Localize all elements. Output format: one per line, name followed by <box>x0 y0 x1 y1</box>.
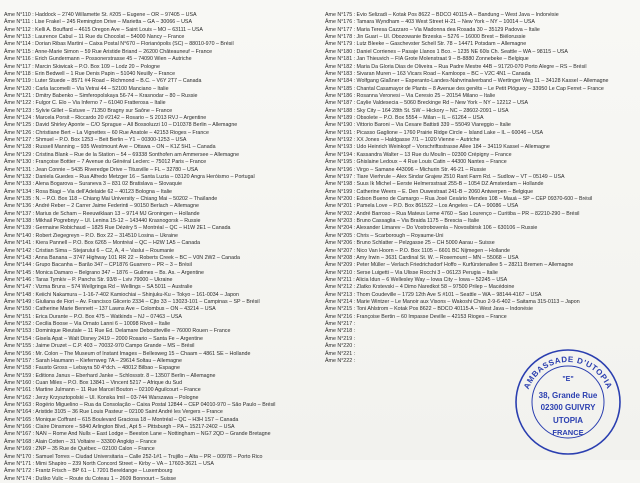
entry-line: Âme N°175 : Evio Selizadi – Kotak Pos 8622 – BDCO 40115-A – Bandung – West Java – Indonésie <box>325 12 559 18</box>
entry-line: Âme N°145 : Monica Damaro – Belgrano 347 – 1876 – Guilmes – Bs. As. – Argentine <box>4 269 204 276</box>
entry-line: Âme N°132 : Daniela Guedes – Rua Alfredo Metzger 16 – Santa Luzia – 03120 Angra Heróismo – Portugal <box>4 173 255 180</box>
entry-line: Âme N°209 : Peter Müller – Verlach Friedrichsdorf Hoffo – Kurfürstenallee 5 – 28211 Bremen – Allemagne <box>325 262 574 269</box>
entry-line: Âme N°221 : <box>325 350 356 357</box>
entry-line: Âme N°217 : <box>325 321 356 328</box>
entry-line: Âme N°159 : Editions Janus – Eberhard Janke – Schlossstr. 8 – 13507 Berlin – Allemagne <box>4 372 216 379</box>
entry-line: Âme N°126 : Christiane Bert – La Vignettes – 60 Rue Anatole – 42153 Rioges – France <box>4 129 209 136</box>
entry-line: Âme N°185 : Chantal Casamayor de Plants – 8 Avenue des genêts – Le Petit Plöguey – 33950 Le Cap Ferret – France <box>325 85 604 92</box>
entry-line: Âme N°167 : NAN – Rome And Nulls – East Lodge – Beeston Lane – Nottingham – NG7 2QD – Grande Bretagne <box>4 431 271 438</box>
entry-line: Âme N°160 : Cuan Miles – P.O. Box 13841 – Vincent 5217 – Afrique du Sud <box>4 379 183 386</box>
entry-line: Âme N°143 : Anna Banana – 3747 Highway 101 RR 22 – Roberts Creek – BC – V0N 2W2 – Canada <box>4 254 240 261</box>
entry-line: Âme N°181 : Jan Thieuvich – FIA Grote Molenstraat 9 – B-8880 Zonnebeke – Belgique <box>325 56 529 63</box>
entry-line: Âme N°184 : Wolfgang Glaßner – Esperanto-Landes-Nahvrinalverband – Wertinger Weg 11 – 34128 Kassel – Allemagne <box>325 78 609 85</box>
entry-line: Âme N°214 : Marie Wintzer – Le Manoir aux Visons – Wakoshi Chuo 2-9-6-402 – Saitama 315-0113 – Japon <box>325 299 580 306</box>
entry-line: Âme N°166 : Claire Dinsmore – 5840 Arlington Blvd., Apt 5 – Pittsburgh – PA – 15217-2402 – USA <box>4 424 235 431</box>
left-column <box>4 12 319 483</box>
entry-line: Âme N°133 : Alena Bogarova – Suraneva 3 – 831 02 Bratislava – Slovaquie <box>4 181 182 188</box>
entry-line: Âme N°153 : Dominique Rieutale – 11 Rue Ed. Delamare Deboutteville – 76000 Rouen – France <box>4 328 231 335</box>
entry-line: Âme N°162 : Jerzy Krzysztopolski – Ul. Konska Imil – 03-744 Warszawa – Pologne <box>4 394 199 401</box>
entry-line: Âme N°128 : Russell Manning – 935 Westmount Ave – Ottawa – ON – K1Z 5H1 – Canada <box>4 144 216 151</box>
entry-line: Âme N°189 : Obsolete – P.O. Box 5554 – Milan – IL – 61264 – USA <box>325 115 484 122</box>
entry-line: Âme N°192 : XX Jones – Haldgasse 7/1 – 1020 Vienne – Autriche <box>325 137 480 144</box>
entry-line: Âme N°146 : Taras Tymkiv – P. Panchs Str. 93/8 – Lviv 79000 – Ukraine <box>4 276 173 283</box>
entry-line: Âme N°219 : <box>325 335 356 342</box>
entry-line: Âme N°154 : Gisela Apat – Walt Disney 2419 – 2000 Rosario – Santa Fe – Argentine <box>4 335 203 342</box>
entry-line: Âme N°222 : <box>325 357 356 364</box>
entry-line: Âme N°157 : Sarah Haumann – Kiefernweg 7A – 29614 Soltau – Allemagne <box>4 357 182 364</box>
entry-line: Âme N°121 : Dmitry Babenko – Simferopolskaya 56-74 – Krasnodar – 80 – Russie <box>4 92 198 99</box>
entry-line: Âme N°172 : Frantz Frisch – BP 61 – L 7201 Bereldange – Luxembourg <box>4 468 173 475</box>
entry-line: Âme N°179 : Lutz Bleeke – Gaschevster Schell Str. 78 – 14471 Potsdam – Allemagne <box>325 41 527 48</box>
entry-line: Âme N°120 : Carla Iacomelli – Via Vetrai 44 – 52100 Manciano – Italie <box>4 85 169 92</box>
entry-line: Âme N°140 : Robert Ziegegreyn – P.O. Box 22 – 314510 Losina – Ukraine <box>4 232 178 239</box>
entry-line: Âme N°137 : Marius de Scham – Reeuwiklaan 13 – 9714 MJ Groningen – Hollande <box>4 210 200 217</box>
entry-line: Âme N°177 : Maria Teresa Cazzaro – Via Madonna dea Rosada 30 – 35129 Padova – Italie <box>325 26 540 33</box>
entry-line: Âme N°208 : Amy Irwin – 3631 Cardinal St. W. – Rosemount – MN – 55068 – USA <box>325 254 519 261</box>
entry-line: Âme N°112 : Kelli A. Bouffard – 4615 Oregon Ave – Saint Louis – MO – 63111 – USA <box>4 26 203 33</box>
entry-line: Âme N°161 : Martine Julmann – 11 Rue Marcel Bouton – 02100 Aguilcourt – France <box>4 387 201 394</box>
entry-line: Âme N°118 : Erin Bedwell – 1 Rue Denis Papin – 51040 Neuilly – France <box>4 70 176 77</box>
entry-line: Âme N°170 : Samuel Torres – Ciudad Universitaria – Calle 252-1#1 – Trujillo – Alta – PR – 00978 – Porto Rico <box>4 453 263 460</box>
entry-line: Âme N°174 : Duško Vulic – Route du Coteau 1 – 2609 Bonnourt – Suisse <box>4 475 177 482</box>
entry-line: Âme N°110 : Haddock – 2740 Willamette St. #205 – Eugene – OR – 97405 – USA <box>4 12 197 18</box>
entry-line: Âme N°198 : Suus Ik Michel – Eerste Helmersstraat 255-B – 1054 DZ Amsterdam – Hollande <box>325 181 544 188</box>
entry-line: Âme N°211 : Alicia Idun – 6 Wellesley Way – Iowa City – Iowa – 52245 – USA <box>325 276 508 283</box>
entry-line: Âme N°220 : <box>325 343 356 350</box>
entry-line: Âme N°183 : Sivaran Muren – 163 Vicars Road – Kamloops – BC – V2C 4N1 – Canada <box>325 70 531 77</box>
entry-line: Âme N°141 : Kiera Pannell – P.O. Box 6265 – Montréal – QC – H2W 1A5 – Canada <box>4 240 201 247</box>
entry-line: Âme N°156 : Mr. Colon – The Museum of Instant Images – Bellesweg 15 – Chaam – 4861 SE – Hollande <box>4 350 251 357</box>
entry-line: Âme N°188 : Sky City – 164 28th St. SW – Hickory – NC – 28602-2091 – USA <box>325 107 509 114</box>
entry-line: Âme N°204 : Alexander Limarev – Do Vostrobovenla – Novosibirsk 106 – 630106 – Russie <box>325 225 538 232</box>
entry-line: Âme N°182 : Maria Da Gloria Dias de Oliveira – Rua Padre Mestre 44B – 91720-070 Porto Alegre – RS – Brésil <box>325 63 587 70</box>
entry-line: Âme N°115 : Anne-Marie Simon – 59 Rue Aristide Briand – 26200 Châteauneuf – France <box>4 48 213 55</box>
entry-line: Âme N°215 : Toni Ahlstrom – Kotak Pos 8622 – BDCO 40115-A – West Java – Indonésie <box>325 306 533 313</box>
entry-line: Âme N°200 : Edson Bueno de Camargo – Rua José Cesário Mendes 108 – Mauá – SP – CEP 09370-600 – Brésil <box>325 195 593 202</box>
entry-line: Âme N°212 : Zlatko Krstevski – 4 Dimo Naredkot 58 – 97500 Prilep – Macédoine <box>325 284 515 291</box>
entry-line: Âme N°134 : Rosa Biagi – Via dell'Adelaide 62 – 40123 Bologna – Italie <box>4 188 172 195</box>
entry-line: Âme N°124 : Marcela Porsit – Riccardo 20 #2142 – Rosario – S 2013 RVJ – Argentine <box>4 115 207 122</box>
stamp-arc-text: AMBASSADE D'UTOPIA <box>522 354 614 391</box>
entry-line: Âme N°205 : Chris – Scarborough – Royaume-Uni <box>325 232 444 239</box>
entry-line: Âme N°147 : Vizma Bruns – 574 Wellgringa Rd – Wellings – SA 5011 – Australie <box>4 284 193 291</box>
entry-line: Âme N°131 : Jean Connie – 5435 Riveredge Drive – Titusville – FL – 32780 – USA <box>4 166 198 173</box>
entry-line: Âme N°150 : Catherine Marie Bennett – 137 Lawns Ave – Colombus – ON – 43214 – USA <box>4 306 216 313</box>
entry-line: Âme N°171 : Mimi Shapiro – 239 North Concord Street – Kirby – VA – 17603-3621 – USA <box>4 460 214 467</box>
entry-line: Âme N°155 : Jaime Druzet – C.P. 403 – 70032-970 Campo Grande – MS – Brésil <box>4 343 195 350</box>
entry-line: Âme N°164 : Aristide 3105 – 36 Rue Louis Pasteur – 02100 Saint André les Vergers – France <box>4 409 223 416</box>
entry-line: Âme N°158 : Fausto Gross – Lebayra 50 4°dch. – 48012 Bilbao – Espagne <box>4 365 180 372</box>
entry-line: Âme N°206 : Bruno Schlatter – Pelzgasse 25 – CH 5000 Aarau – Suisse <box>325 240 495 247</box>
entry-line: Âme N°123 : Sylvie Gillet – Estuve – 71350 Bragny sur Saône – France <box>4 107 173 114</box>
entry-line: Âme N°218 : <box>325 328 356 335</box>
entry-line: Âme N°178 : Jin Guari – Ul. Obozowanie Brzeska – 5276 – 16000 Brest – Biélorussie <box>325 34 526 41</box>
entry-line: Âme N°142 : Cristian Sima – Stejarului 6 – C2, A, 4 – Vaslui – Roumanie <box>4 247 175 254</box>
ambassade-stamp <box>514 348 622 456</box>
entry-line: Âme N°127 : Shmuel – P.O. Box 1253 – Beit Berlin – Y1 – 00300-1253 – USA <box>4 137 187 144</box>
entry-line: Âme N°190 : Vittorio Baroni – Via Cesare Battisti 339 – 55049 Viareggio – Italie <box>325 122 511 129</box>
entry-line: Âme N°187 : Caylie Valdesecia – 5060 Breckinge Rd – New York – NY – 12212 – USA <box>325 100 529 107</box>
right-column <box>325 12 637 365</box>
entry-line: Âme N°113 : Laurence Cabul – 11 Rue du Chocolat – 54000 Nancy – France <box>4 34 185 41</box>
entry-line: Âme N°144 : Grupo Bacanha – Barão 347 – CP1876 Guarrero – PR – 3 – Brésil <box>4 262 192 269</box>
entry-line: Âme N°176 : Tamara Wyndham – 403 West Street H-21 – New York – NY – 10014 – USA <box>325 19 535 26</box>
entry-line: Âme N°111 : Lise Frakel – 245 Remington Drive – Marietta – GA – 30066 – USA <box>4 19 192 26</box>
entry-line: Âme N°122 : Fulgor C. Elo – Via Inferno 7 – 61040 Fratterosa – Italie <box>4 100 166 107</box>
entry-line: Âme N°163 : Rogério Miguelino – Rua da Consolação – Caixa Postal 12844 – CEP 04010-970 – São Paulo – Brésil <box>4 402 276 409</box>
entry-line: Âme N°168 : Alain Cotten – 31 Voltaire – 33300 Angkiip – France <box>4 438 157 445</box>
entry-line: Âme N°165 : Monique Coffrant – 615 Boulevard Graciosa 18 – Montréal – QC – H3H 1S7 – Canada <box>4 416 239 423</box>
entry-line: Âme N°194 : Kassandra Walter – 13 Rue du Moulin – 02300 Crépigny – France <box>325 151 512 158</box>
entry-line: Âme N°151 : Erica Durante – P.O. Box 475 – Watkinds – NJ – 07463 – USA <box>4 313 182 320</box>
entry-line: Âme N°136 : André Reber – 2 Carrer Jaime Federinti – 90150 Berlach – Allemagne <box>4 203 199 210</box>
stamp-address-line2: 02300 GUIVRY <box>540 403 596 412</box>
entry-line: Âme N°199 : Catherine Weers – E. Den Ouwestraat 241-B – 2060 Antwerpen – Belgique <box>325 188 534 195</box>
entry-line: Âme N°186 : Rosanna Veronesi – Via Ceresio 25 – 20154 Milano – Italie <box>325 92 496 99</box>
entry-line: Âme N°203 : Bruno Cassaglia – Via Braida 1175 – Brescia – Italie <box>325 218 480 225</box>
entry-line: Âme N°210 : Serse Luigetti – Via Ulisse Rocchi 3 – 06123 Perugia – Italie <box>325 269 498 276</box>
entry-line: Âme N°117 : Marcin Skiwicak – P.O. Box 109 – Lodz 20 – Pologne <box>4 63 160 70</box>
entry-line: Âme N°125 : David Shirley Aponte – C/O Sprague – All Bossoluzzi 10 – D10378 Berlin – Allemagne <box>4 122 238 129</box>
entry-line: Âme N°149 : Giuliana de Fiori – Av. Francisco Glicerio 2334 – Cjto 33 – 13023-101 – Campinas – SP – Brésil <box>4 299 260 306</box>
entry-line: Âme N°197 : Tiare Vierhrule – Alex Sindar Grajew 2510 Rant Farm Rd. – Sudlow – VT – 05149 – USA <box>325 173 565 180</box>
entry-line: Âme N°148 : Keiichi Nakamura – 1-16-7-402 Kamiochiai – Shinjuku-Ku – Tokyo – 161-0034 – Japon <box>4 291 239 298</box>
stamp-country: FRANCE <box>552 428 584 437</box>
entry-line: Âme N°138 : Mikhail Pogrebnyy – Ul. Lenina 15-12 – 143440 Krasnogorsk – Russie <box>4 218 201 225</box>
stamp-address-line1: 38, Grande Rue <box>538 391 598 400</box>
entry-line: Âme N°152 : Cecilia Boose – Via Ornato Lanni 6 – 10098 Rivoli – Italie <box>4 321 171 328</box>
entry-line: Âme N°129 : Cristina Blank – Rue de la Station – 54 – 69338 Sonthofen am Ammersee – Allemagne <box>4 151 240 158</box>
stamp-city: UTOPIA <box>552 416 584 425</box>
entry-line: Âme N°202 : André Barroso – Rua Mateus Leme 4760 – Sao Lourenço – Curitiba – PR – 82210-290 – Brésil <box>325 210 580 217</box>
entry-line: Âme N°119 : Luter Stuede – 8571 #4 Road – Richmond – B.C. – V6Y 2T7 – Canada <box>4 78 202 85</box>
entry-line: Âme N°213 : Thom Coudeville – 1729 12th Ave S #101 – Seattle – WA – 98144-4167 – USA <box>325 291 542 298</box>
stamp-ring <box>514 348 622 456</box>
entry-line: Âme N°191 : Picasso Gaglione – 1760 Prairie Ridge Circle – Island Lake – IL – 60046 – USA <box>325 129 544 136</box>
entry-line: Âme N°180 : Daniel Corrienes – Pasaje Llanos 1 Bco. – 1235 NE 60ls Ch. Seattle – WA – 98115 – USA <box>325 48 568 55</box>
entry-line: Âme N°139 : Germaine Robichaud – 1825 Rue Dézéry 5 – Montréal – QC – H1W 2E1 – Canada <box>4 225 231 232</box>
entry-line: Âme N°195 : Ghislaine Ledoux – 4 Rue Louis Catin – 44300 Nantes – France <box>325 159 507 166</box>
entry-line: Âme N°130 : Françoise Bottier – 7 Avenue du Général Leclerc – 75012 Paris – France <box>4 159 207 166</box>
entry-line: Âme N°114 : Dorian Ribas Martini – Caixa Postal N°670 – Florianópolis (SC) – 88010-970 – Brésil <box>4 41 234 48</box>
entry-line: Âme N°116 : Erich Gundermann – Possonerstrasse 45 – 74090 Wien – Autriche <box>4 56 192 63</box>
entry-line: Âme N°201 : Pamela Love – P.O. Box 861522 – Los Angeles – CA – 90086 – USA <box>325 203 519 210</box>
entry-line: Âme N°216 : Françoise Bertin – 60 Impasse Deville – 42153 Rioges – France <box>325 313 507 320</box>
entry-line: Âme N°135 : N. – P.O. Box 118 – Chiang Mai University – Chiang Mai – 50202 – Thaïlande <box>4 195 218 202</box>
entry-line: Âme N°193 : Udo Heinrich Weinkopf – Vorschriftsstrasse Allee 184 – 34119 Kassel – Allemagne <box>325 144 550 151</box>
entry-line: Âme N°196 : Virgo – Samane 443096 – Michurin Str. 46-21 – Russie <box>325 166 487 173</box>
entry-line: Âme N°169 : ZNP – 35 Rue de Québec – 02100 Calon – France <box>4 446 155 453</box>
entry-line: Âme N°207 : Nico Van Hoorn – P.O. Box 1105 – 6601 BC Nijmegen – Hollande <box>325 247 510 254</box>
stamp-mark: "E" <box>562 376 574 383</box>
